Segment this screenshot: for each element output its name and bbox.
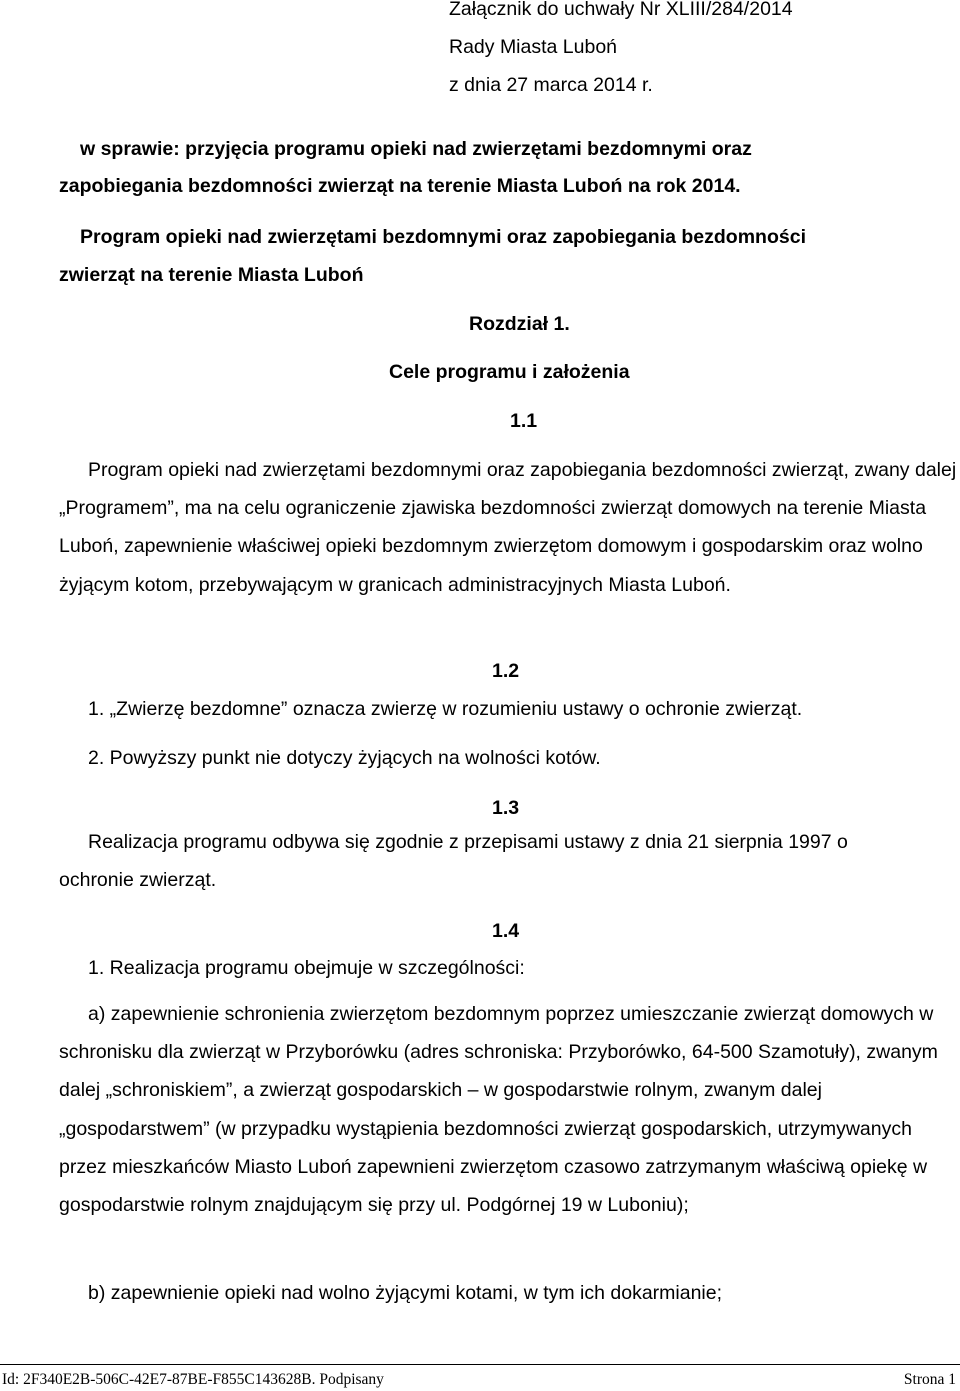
footer-document-id: Id: 2F340E2B-506C-42E7-87BE-F855C143628B. Podpisany bbox=[2, 1371, 384, 1388]
program-title-line2: zwierząt na terenie Miasta Luboń bbox=[59, 264, 364, 286]
section-1-2-number: 1.2 bbox=[492, 660, 520, 682]
footer-divider bbox=[0, 1364, 960, 1365]
section-1-4-intro: 1. Realizacja programu obejmuje w szczególności: bbox=[88, 957, 525, 979]
section-1-1-number: 1.1 bbox=[510, 410, 538, 432]
section-1-4-number: 1.4 bbox=[492, 920, 520, 942]
section-1-2-item2: 2. Powyższy punkt nie dotyczy żyjących na wolności kotów. bbox=[88, 747, 601, 769]
footer-page-number: Strona 1 bbox=[903, 1371, 956, 1388]
section-1-4-item-a: a) zapewnienie schronienia zwierzętom bezdomnym poprzez umieszczanie zwierząt domowych w schronisku dla zwierząt w Przyborówku (adres schroniska: Przyborówko, 64-500 Szamotuły), zwanym dalej „schroniskiem”, a zwierząt gospodarskich – w gospodarstwie rolnym, zwanym dalej „gospodarstwem” (w przypadku wystąpienia bezdomności zwierząt gospodarskich, utrzymywanych przez mieszkańców Miasto Luboń zapewnieni zwierzętom czasowo zatrzymanym właściwą opiekę w gospodarstwie rolnym znajdującym się przy ul. Podgórnej 19 w Luboniu); bbox=[59, 1003, 938, 1217]
chapter-number: Rozdział 1. bbox=[469, 313, 570, 335]
attachment-header-line2: Rady Miasta Luboń bbox=[449, 36, 618, 58]
section-1-3-number: 1.3 bbox=[492, 797, 520, 819]
subject-line1: w sprawie: przyjęcia programu opieki nad zwierzętami bezdomnymi oraz bbox=[80, 138, 752, 160]
section-1-4-item-b: b) zapewnienie opieki nad wolno żyjącymi kotami, w tym ich dokarmianie; bbox=[88, 1282, 723, 1304]
subject-line2: zapobiegania bezdomności zwierząt na terenie Miasta Luboń na rok 2014. bbox=[59, 175, 741, 197]
attachment-header-line3: z dnia 27 marca 2014 r. bbox=[449, 74, 653, 96]
section-1-3-text: Realizacja programu odbywa się zgodnie z przepisami ustawy z dnia 21 sierpnia 1997 o ochronie zwierząt. bbox=[59, 831, 848, 892]
section-1-1-text: Program opieki nad zwierzętami bezdomnymi oraz zapobiegania bezdomności zwierząt, zwany dalej „Programem”, ma na celu ograniczenie zjawiska bezdomności zwierząt domowych na terenie Miasta Luboń, zapewnienie właściwej opieki bezdomnym zwierzętom domowym i gospodarskim oraz wolno żyjącym kotom, przebywającym w granicach administracyjnych Miasta Luboń. bbox=[59, 459, 957, 596]
section-1-2-item1: 1. „Zwierzę bezdomne” oznacza zwierzę w rozumieniu ustawy o ochronie zwierząt. bbox=[88, 698, 803, 720]
program-title-line1: Program opieki nad zwierzętami bezdomnymi oraz zapobiegania bezdomności bbox=[80, 226, 806, 248]
chapter-title: Cele programu i założenia bbox=[389, 361, 630, 383]
attachment-header-line1: Załącznik do uchwały Nr XLIII/284/2014 bbox=[449, 0, 793, 20]
